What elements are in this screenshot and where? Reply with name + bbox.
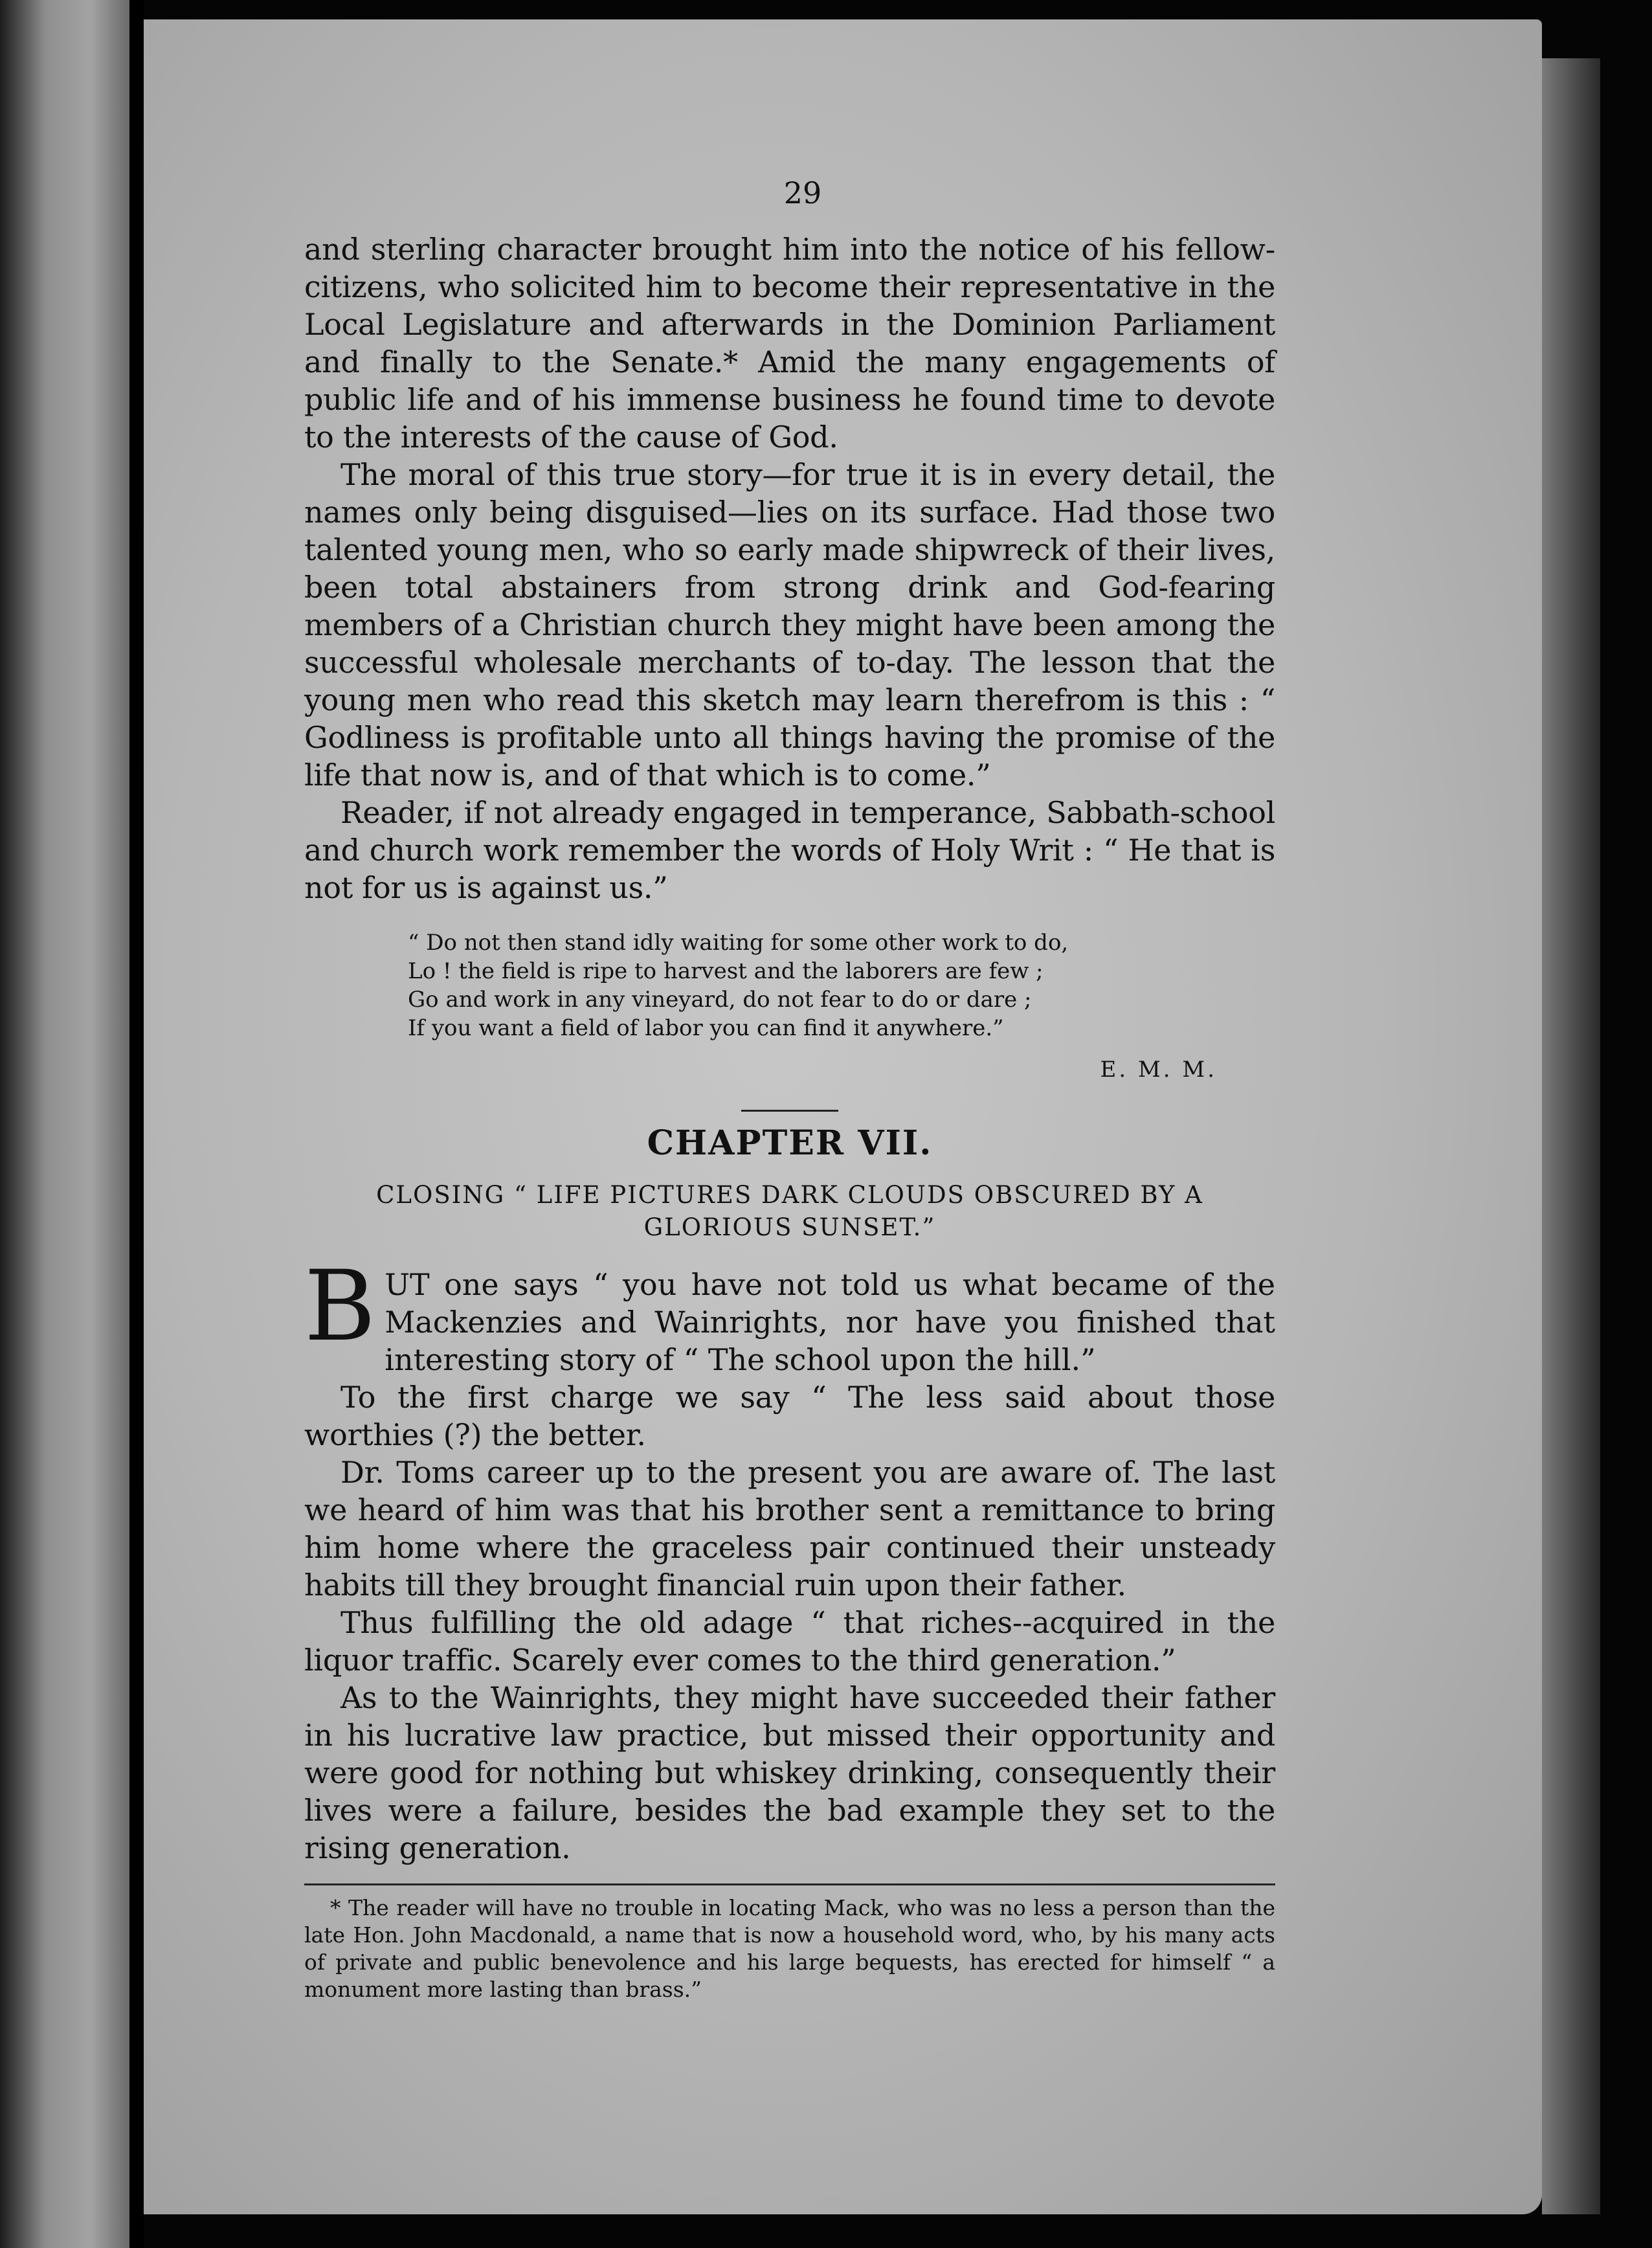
chapter-divider [741, 1110, 838, 1112]
footnote: * The reader will have no trouble in locating Mack, who was no less a person than the late Hon. John Macdonald, a name that is now a household word, who, by his many acts of private and public benevolence and his large bequests, has erected for himself “ a monument more lasting than brass.” [304, 1895, 1275, 2002]
body-paragraph: The moral of this true story—for true it is in every detail, the names only being disguised—lies on its surface. Had those two talented young men, who so early made shipwreck of their lives, been total abstainers from strong drink and God-fearing members of a Christian church they might have been among the successful wholesale merchants of to-day. The lesson that the young men who read this sketch may learn therefrom is this : “ Godliness is profitable unto all things having the promise of the life that now is, and of that which is to come.” [304, 457, 1275, 792]
body-paragraph: and sterling character brought him into the notice of his fellow-citizens, who solicited him to become their representative in the Local Legislature and afterwards in the Dominion Parliament and finally to the Senate.* Amid the many engagements of public life and of his immense business he found time to devote to the interests of the cause of God. [304, 232, 1275, 455]
body-paragraph: To the first charge we say “ The less said about those worthies (?) the better. [304, 1380, 1275, 1452]
chapter-opening-paragraph [304, 1250, 1275, 1378]
chapter-subtitle: CLOSING “ LIFE PICTURES DARK CLOUDS OBSCURED BY A GLORIOUS SUNSET.” [376, 1181, 1203, 1241]
poem-line: Go and work in any vineyard, do not fear to do or dare ; [408, 987, 1032, 1013]
poem-attribution: E. M. M. [1100, 1057, 1217, 1083]
body-paragraph: As to the Wainrights, they might have succeeded their father in his lucrative law practice, but missed their opportunity and were good for nothing but whiskey drinking, consequently their lives were a failure, besides the bad example they set to the rising generation. [304, 1680, 1275, 1865]
body-paragraph: Reader, if not already engaged in temperance, Sabbath-school and church work remember the words of Holy Writ : “ He that is not for us is against us.” [304, 795, 1275, 905]
footnote-rule [304, 1883, 1275, 1885]
poem-line: “ Do not then stand idly waiting for some other work to do, [408, 930, 1069, 956]
poem-quote [408, 928, 1275, 1042]
poem-line: If you want a field of labor you can find it anywhere.” [408, 1015, 1004, 1041]
page-stack-edge [1542, 58, 1600, 2214]
book-gutter [129, 0, 144, 2248]
drop-cap: B [304, 1250, 376, 1363]
page-number: 29 [783, 175, 822, 210]
chapter-title: CHAPTER VII. [647, 1123, 933, 1163]
page-content [304, 175, 1275, 2003]
poem-line: Lo ! the field is ripe to harvest and the laborers are few ; [408, 958, 1044, 984]
body-paragraph: Thus fulfilling the old adage “ that riches--acquired in the liquor traffic. Scarely ever comes to the third generation.” [304, 1605, 1275, 1678]
opening-text: UT one says “ you have not told us what became of the Mackenzies and Wainrights, nor have you finished that interesting story of “ The school upon the hill.” [385, 1267, 1275, 1377]
facing-page-edge [0, 0, 129, 2248]
body-paragraph: Dr. Toms career up to the present you are aware of. The last we heard of him was that his brother sent a remittance to bring him home where the graceless pair continued their unsteady habits till they brought financial ruin upon their father. [304, 1455, 1275, 1602]
